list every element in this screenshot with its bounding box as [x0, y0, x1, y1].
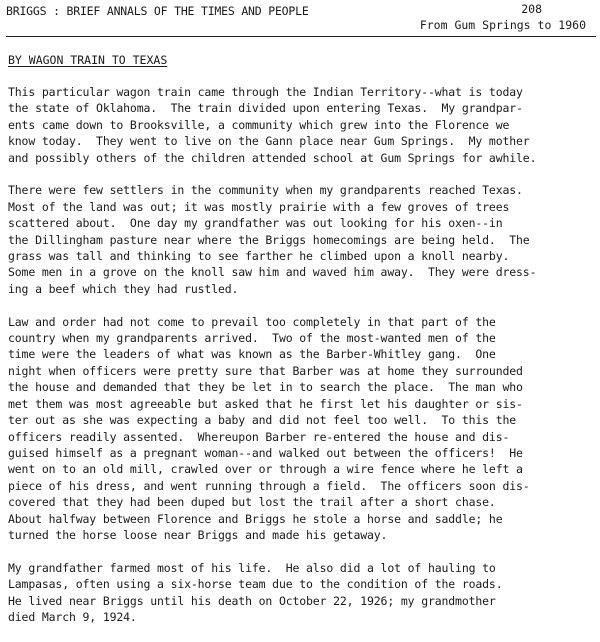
paragraph: [8, 560, 596, 626]
text-line: ter out as she was expecting a baby and did not feel too well. To this the: [8, 413, 517, 428]
text-line: piece of his dress, and went running through a field. The officers soon dis-: [8, 478, 530, 493]
text-line: officers readily assented. Whereupon Barber re-entered the house and dis-: [8, 429, 510, 444]
text-line: and possibly others of the children attended school at Gum Springs for awhile.: [8, 150, 537, 165]
text-line: know today. They went to live on the Gann place near Gum Springs. My mother: [8, 134, 530, 149]
text-line: night when officers were pretty sure that Barber was at home they surrounded: [8, 363, 523, 378]
paragraph: [8, 314, 596, 544]
text-line: went on to an old mill, crawled over or through a wire fence where he left a: [8, 462, 523, 477]
text-line: ents came down to Brooksville, a community which grew into the Florence we: [8, 117, 510, 132]
text-line: Most of the land was out; it was mostly prairie with a few groves of trees: [8, 199, 510, 214]
text-line: About halfway between Florence and Briggs he stole a horse and saddle; he: [8, 511, 503, 526]
text-line: grass was tall and thinking to see farther he climbed upon a knoll nearby.: [8, 249, 510, 264]
paragraph: [8, 182, 596, 297]
text-line: country when my grandparents arrived. Two of the most-wanted men of the: [8, 331, 496, 346]
paragraph: [8, 84, 596, 166]
section-title: BY WAGON TRAIN TO TEXAS: [8, 53, 168, 67]
text-line: There were few settlers in the community when my grandparents reached Texas.: [8, 183, 523, 198]
text-line: the Dillingham pasture near where the Briggs homecomings are being held. The: [8, 232, 530, 247]
text-line: covered that they had been duped but lost the trail after a short chase.: [8, 495, 496, 510]
text-line: Law and order had not come to prevail too completely in that part of the: [8, 314, 496, 329]
text-line: died March 9, 1924.: [8, 609, 137, 624]
text-line: met them was most agreeable but asked that he first let his daughter or sis-: [8, 396, 523, 411]
text-line: He lived near Briggs until his death on October 22, 1926; my grandmother: [8, 593, 496, 608]
text-line: Some men in a grove on the knoll saw him and waved him away. They were dress-: [8, 265, 537, 280]
text-line: scattered about. One day my grandfather was out looking for his oxen--in: [8, 216, 503, 231]
body-text: [8, 84, 596, 642]
text-line: Lampasas, often using a six-horse team due to the condition of the roads.: [8, 577, 503, 592]
running-header-title: BRIGGS : BRIEF ANNALS OF THE TIMES AND PEOPLE: [6, 4, 309, 18]
text-line: the state of Oklahoma. The train divided upon entering Texas. My grandpar-: [8, 101, 523, 116]
text-line: My grandfather farmed most of his life. He also did a lot of hauling to: [8, 560, 496, 575]
header-divider: [6, 36, 596, 37]
text-line: ing a beef which they had rustled.: [8, 281, 239, 296]
text-line: guised himself as a pregnant woman--and walked out between the officers! He: [8, 445, 523, 460]
text-line: the house and demanded that they be let in to search the place. The man who: [8, 380, 523, 395]
running-header-subtitle: From Gum Springs to 1960: [419, 18, 586, 32]
text-line: This particular wagon train came through the Indian Territory--what is today: [8, 85, 523, 99]
text-line: time were the leaders of what was known as the Barber-Whitley gang. One: [8, 347, 496, 362]
text-line: turned the horse loose near Briggs and made his getaway.: [8, 527, 388, 542]
page-number: 208: [521, 2, 542, 16]
